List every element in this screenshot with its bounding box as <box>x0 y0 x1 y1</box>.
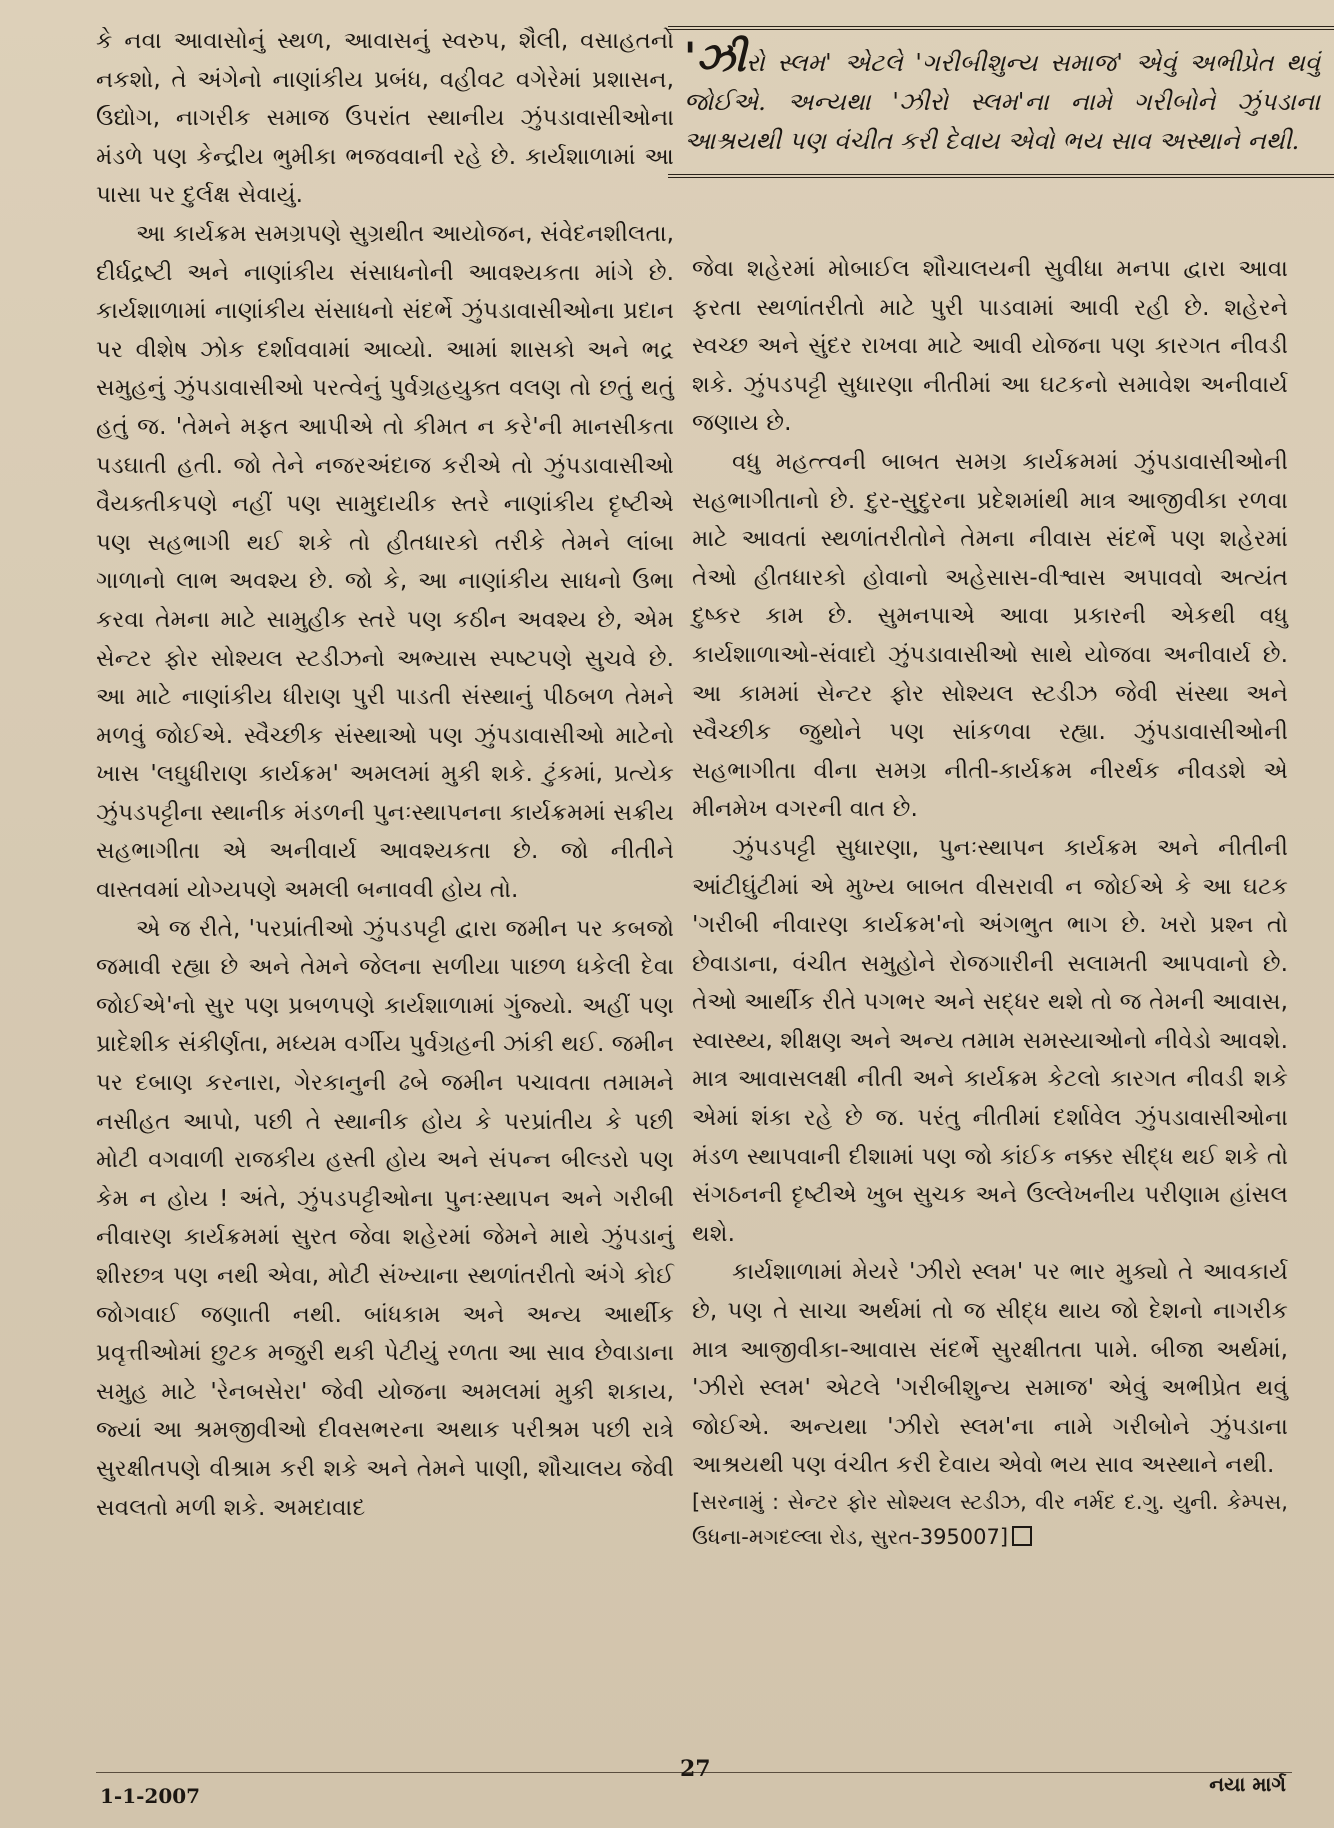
page-number: 27 <box>680 1756 711 1782</box>
paragraph: જેવા શહેરમાં મોબાઈલ શૌચાલયની સુવીધા મનપા દ્વારા આવા ફરતા સ્થળાંતરીતો માટે પુરી પાડવામાં આવી રહી છે. શહેરને સ્વચ્છ અને સુંદર રાખવા માટે આવી યોજના પણ કારગત નીવડી શકે. ઝુંપડપટ્ટી સુધારણા નીતીમાં આ ઘટકનો સમાવેશ અનીવાર્ય જણાય છે. <box>692 255 1288 437</box>
pull-quote <box>668 26 1334 178</box>
right-column <box>692 250 1288 1555</box>
pull-quote-text: રો સ્લમ' એટલે 'ગરીબીશુન્ય સમાજ' એવું અભીપ્રેત થવું જોઈએ. અન્યથા 'ઝીરો સ્લમ'ના નામે ગરીબોને ઝુંપડાના આશ્રયથી પણ વંચીત કરી દેવાય એવો ભય સાવ અસ્થાને નથી. <box>684 48 1320 155</box>
paragraph: વધુ મહત્ત્વની બાબત સમગ્ર કાર્યક્રમમાં ઝુંપડાવાસીઓની સહભાગીતાનો છે. દુર-સુદુરના પ્રદેશમાંથી માત્ર આજીવીકા રળવા માટે આવતાં સ્થળાંતરીતોને તેમના નીવાસ સંદર્ભે પણ શહેરમાં તેઓ હીતધારકો હોવાનો અહેસાસ-વીશ્વાસ અપાવવો અત્યંત દુષ્કર કામ છે. સુમનપાએ આવા પ્રકારની એકથી વધુ કાર્યશાળાઓ-સંવાદો ઝુંપડાવાસીઓ સાથે યોજવા અનીવાર્ય છે. આ કામમાં સેન્ટર ફોર સોશ્યલ સ્ટડીઝ જેવી સંસ્થા અને સ્વૈચ્છીક જુથોને પણ સાંકળવા રહ્યા. ઝુંપડાવાસીઓની સહભાગીતા વીના સમગ્ર નીતી-કાર્યક્રમ નીરર્થક નીવડશે એ મીનમેખ વગરની વાત છે. <box>692 447 1288 823</box>
address-text: [સરનામું : સેન્ટર ફોર સોશ્યલ સ્ટડીઝ, વીર નર્મદ દ.ગુ. યુની. કેમ્પસ, ઉધના-મગદલ્લા રોડ, સુરત-395007] <box>692 1490 1288 1549</box>
paragraph: કાર્યશાળામાં મેયરે 'ઝીરો સ્લમ' પર ભાર મુક્યો તે આવકાર્ય છે, પણ તે સાચા અર્થમાં તો જ સીદ્ધ થાય જો દેશનો નાગરીક માત્ર આજીવીકા-આવાસ સંદર્ભે સુરક્ષીતતા પામે. બીજા અર્થમાં, 'ઝીરો સ્લમ' એટલે 'ગરીબીશુન્ય સમાજ' એવું અભીપ્રેત થવું જોઈએ. અન્યથા 'ઝીરો સ્લમ'ના નામે ગરીબોને ઝુંપડાના આશ્રયથી પણ વંચીત કરી દેવાય એવો ભય સાવ અસ્થાને નથી. <box>692 1258 1288 1479</box>
author-address <box>692 1485 1288 1555</box>
pull-quote-lead: 'ઝી <box>684 34 746 81</box>
paragraph: આ કાર્યક્રમ સમગ્રપણે સુગ્રથીત આયોજન, સંવેદનશીલતા, દીર્ઘદ્રષ્ટી અને નાણાંકીય સંસાધનોની આવશ્યકતા માંગે છે. કાર્યશાળામાં નાણાંકીય સંસાધનો સંદર્ભે ઝુંપડાવાસીઓના પ્રદાન પર વીશેષ ઝોક દર્શાવવામાં આવ્યો. આમાં શાસકો અને ભદ્ર સમુહનું ઝુંપડાવાસીઓ પરત્વેનું પુર્વગ્રહયુક્ત વલણ તો છતું થતું હતું જ. 'તેમને મફત આપીએ તો કીમત ન કરે'ની માનસીકતા પડઘાતી હતી. જો તેને નજરઅંદાજ કરીએ તો ઝુંપડાવાસીઓ વૈયક્તીકપણે નહીં પણ સામુદાયીક સ્તરે નાણાંકીય દૃષ્ટીએ પણ સહભાગી થઈ શકે તો હીતધારકો તરીકે તેમને લાંબા ગાળાનો લાભ અવશ્ય છે. જો કે, આ નાણાંકીય સાધનો ઉભા કરવા તેમના માટે સામુહીક સ્તરે પણ કઠીન અવશ્ય છે, એમ સેન્ટર ફોર સોશ્યલ સ્ટડીઝનો અભ્યાસ સ્પષ્ટપણે સુચવે છે. આ માટે નાણાંકીય ધીરાણ પુરી પાડતી સંસ્થાનું પીઠબળ તેમને મળવું જોઈએ. સ્વૈચ્છીક સંસ્થાઓ પણ ઝુંપડાવાસીઓ માટેનો ખાસ 'લઘુધીરાણ કાર્યક્રમ' અમલમાં મુકી શકે. ટુંકમાં, પ્રત્યેક ઝુંપડપટ્ટીના સ્થાનીક મંડળની પુનઃસ્થાપનના કાર્યક્રમમાં સક્રીય સહભાગીતા એ અનીવાર્ય આવશ્યકતા છે. જો નીતીને વાસ્તવમાં યોગ્યપણે અમલી બનાવવી હોય તો. <box>96 219 674 904</box>
left-column <box>96 22 674 1527</box>
paragraph: એ જ રીતે, 'પરપ્રાંતીઓ ઝુંપડપટ્ટી દ્વારા જમીન પર કબજો જમાવી રહ્યા છે અને તેમને જેલના સળીયા પાછળ ધકેલી દેવા જોઈએ'નો સુર પણ પ્રબળપણે કાર્યશાળામાં ગુંજ્યો. અહીં પણ પ્રાદેશીક સંકીર્ણતા, મધ્યમ વર્ગીય પુર્વગ્રહની ઝાંકી થઈ. જમીન પર દબાણ કરનારા, ગેરકાનુની ઢબે જમીન પચાવતા તમામને નસીહત આપો, પછી તે સ્થાનીક હોય કે પરપ્રાંતીય કે પછી મોટી વગવાળી રાજકીય હસ્તી હોય અને સંપન્ન બીલ્ડરો પણ કેમ ન હોય ! અંતે, ઝુંપડપટ્ટીઓના પુનઃસ્થાપન અને ગરીબી નીવારણ કાર્યક્રમમાં સુરત જેવા શહેરમાં જેમને માથે ઝુંપડાનું શીરછત્ર પણ નથી એવા, મોટી સંખ્યાના સ્થળાંતરીતો અંગે કોઈ જોગવાઈ જણાતી નથી. બાંધકામ અને અન્ય આર્થીક પ્રવૃત્તીઓમાં છુટક મજુરી થકી પેટીયું રળતા આ સાવ છેવાડાના સમુહ માટે 'રેનબસેરા' જેવી યોજના અમલમાં મુકી શકાય, જ્યાં આ શ્રમજીવીઓ દીવસભરના અથાક પરીશ્રમ પછી રાત્રે સુરક્ષીતપણે વીશ્રામ કરી શકે અને તેમને પાણી, શૌચાલય જેવી સવલતો મળી શકે. અમદાવાદ <box>96 914 674 1521</box>
end-mark-box-icon <box>1012 1526 1032 1546</box>
paragraph: કે નવા આવાસોનું સ્થળ, આવાસનું સ્વરુપ, શૈલી, વસાહતનો નકશો, તે અંગેનો નાણાંકીય પ્રબંધ, વહીવટ વગેરેમાં પ્રશાસન, ઉદ્યોગ, નાગરીક સમાજ ઉપરાંત સ્થાનીય ઝુંપડાવાસીઓના મંડળે પણ કેન્દ્રીય ભુમીકા ભજવવાની રહે છે. કાર્યશાળામાં આ પાસા પર દુર્લક્ષ સેવાયું. <box>96 27 674 209</box>
paragraph: ઝુંપડપટ્ટી સુધારણા, પુનઃસ્થાપન કાર્યક્રમ અને નીતીની આંટીઘુંટીમાં એ મુખ્ય બાબત વીસરાવી ન જોઈએ કે આ ઘટક 'ગરીબી નીવારણ કાર્યક્રમ'નો અંગભુત ભાગ છે. ખરો પ્રશ્ન તો છેવાડાના, વંચીત સમુહોને રોજગારીની સલામતી આપવાનો છે. તેઓ આર્થીક રીતે પગભર અને સદ્ધર થશે તો જ તેમની આવાસ, સ્વાસ્થ્ય, શીક્ષણ અને અન્ય તમામ સમસ્યાઓનો નીવેડો આવશે. માત્ર આવાસલક્ષી નીતી અને કાર્યક્રમ કેટલો કારગત નીવડી શકે એમાં શંકા રહે છે જ. પરંતુ નીતીમાં દર્શાવેલ ઝુંપડાવાસીઓના મંડળ સ્થાપવાની દીશામાં પણ જો કાંઈક નક્કર સીદ્ધ થઈ શકે તો સંગઠનની દૃષ્ટીએ ખુબ સુચક અને ઉલ્લેખનીય પરીણામ હાંસલ થશે. <box>692 833 1288 1247</box>
issue-date: 1-1-2007 <box>100 1784 201 1808</box>
magazine-name: નયા માર્ગ <box>1209 1772 1286 1796</box>
